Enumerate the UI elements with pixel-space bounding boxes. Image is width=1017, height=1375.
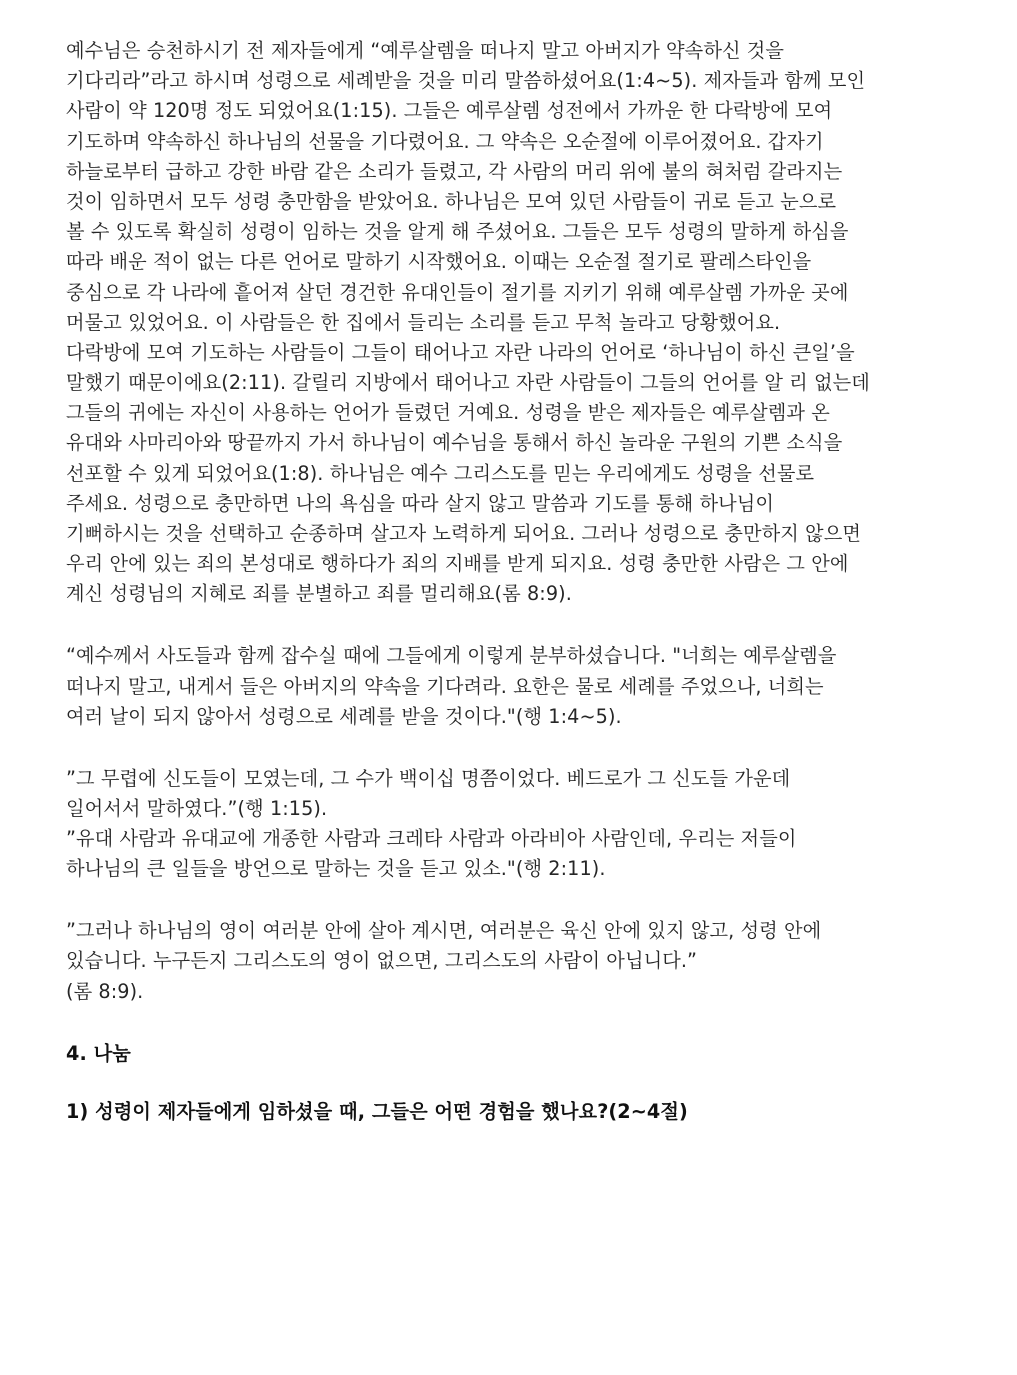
scripture-quote [66,764,996,885]
text-line: 계신 성령님의 지혜로 죄를 분별하고 죄를 멀리해요(롬 8:9). [66,582,572,606]
text-line: 사람이 약 120명 정도 되었어요(1:15). 그들은 예루살렘 성전에서 가까운 한 다락방에 모여 [66,99,833,123]
text-line: 여러 날이 되지 않아서 성령으로 세례를 받을 것이다."(행 1:4~5). [66,704,622,728]
paragraph-gap [66,732,996,764]
text-line: 떠나지 말고, 내게서 들은 아버지의 약속을 기다려라. 요한은 물로 세례를 주었으나, 너희는 [66,674,824,698]
text-line: 유대와 사마리아와 땅끝까지 가서 하나님이 예수님을 통해서 하신 놀라운 구원의 기쁜 소식을 [66,431,843,455]
section-heading: 4. 나눔 [66,1041,131,1065]
text-line: 머물고 있었어요. 이 사람들은 한 집에서 들리는 소리를 듣고 무척 놀라고 당황했어요. [66,310,781,334]
scripture-quote [66,916,996,1007]
discussion-question: 1) 성령이 제자들에게 임하셨을 때, 그들은 어떤 경험을 했나요?(2~4절) [66,1099,688,1123]
text-line: (롬 8:9). [66,979,144,1003]
text-line: ”그 무렵에 신도들이 모였는데, 그 수가 백이십 명쯤이었다. 베드로가 그 신도들 가운데 [66,766,791,790]
paragraph-gap [66,884,996,916]
text-line: 것이 임하면서 모두 성령 충만함을 받았어요. 하나님은 모여 있던 사람들이 귀로 듣고 눈으로 [66,189,837,213]
text-line: 다락방에 모여 기도하는 사람들이 그들이 태어나고 자란 나라의 언어로 ‘하나님이 하신 큰일’을 [66,340,855,364]
text-line: 선포할 수 있게 되었어요(1:8). 하나님은 예수 그리스도를 믿는 우리에게도 성령을 선물로 [66,461,815,485]
text-line: “예수께서 사도들과 함께 잡수실 때에 그들에게 이렇게 분부하셨습니다. "너희는 예루살렘을 [66,644,837,668]
text-line: 있습니다. 누구든지 그리스도의 영이 없으면, 그리스도의 사람이 아닙니다.” [66,949,698,973]
paragraph-gap [66,610,996,642]
text-line: 우리 안에 있는 죄의 본성대로 행하다가 죄의 지배를 받게 되지요. 성령 충만한 사람은 그 안에 [66,552,849,576]
paragraph-gap [66,1069,996,1097]
body-paragraph [66,36,996,610]
text-line: ”그러나 하나님의 영이 여러분 안에 살아 계시면, 여러분은 육신 안에 있지 않고, 성령 안에 [66,919,822,943]
document-page [66,36,996,1127]
paragraph-gap [66,1007,996,1039]
text-line: 말했기 때문이에요(2:11). 갈릴리 지방에서 태어나고 자란 사람들이 그들의 언어를 알 리 없는데 [66,371,870,395]
text-line: 일어서서 말하였다.”(행 1:15). [66,796,328,820]
text-line: 따라 배운 적이 없는 다른 언어로 말하기 시작했어요. 이때는 오순절 절기로 팔레스타인을 [66,250,812,274]
scripture-quote [66,641,996,732]
text-line: 하나님의 큰 일들을 방언으로 말하는 것을 듣고 있소."(행 2:11). [66,857,606,881]
text-line: ”유대 사람과 유대교에 개종한 사람과 크레타 사람과 아라비아 사람인데, 우리는 저들이 [66,827,797,851]
text-line: 그들의 귀에는 자신이 사용하는 언어가 들렸던 거예요. 성령을 받은 제자들은 예루살렘과 온 [66,401,830,425]
text-line: 예수님은 승천하시기 전 제자들에게 “예루살렘을 떠나지 말고 아버지가 약속하신 것을 [66,39,785,62]
text-line: 하늘로부터 급하고 강한 바람 같은 소리가 들렸고, 각 사람의 머리 위에 불의 혀처럼 갈라지는 [66,159,843,183]
text-line: 중심으로 각 나라에 흩어져 살던 경건한 유대인들이 절기를 지키기 위해 예루살렘 가까운 곳에 [66,280,849,304]
text-line: 기다리라”라고 하시며 성령으로 세례받을 것을 미리 말씀하셨어요(1:4~5). 제자들과 함께 모인 [66,69,866,93]
text-line: 기뻐하시는 것을 선택하고 순종하며 살고자 노력하게 되어요. 그러나 성령으로 충만하지 않으면 [66,522,861,545]
text-line: 주세요. 성령으로 충만하면 나의 욕심을 따라 살지 않고 말씀과 기도를 통해 하나님이 [66,491,774,515]
text-line: 기도하며 약속하신 하나님의 선물을 기다렸어요. 그 약속은 오순절에 이루어졌어요. 갑자기 [66,129,824,153]
text-line: 볼 수 있도록 확실히 성령이 임하는 것을 알게 해 주셨어요. 그들은 모두 성령의 말하게 하심을 [66,220,849,244]
